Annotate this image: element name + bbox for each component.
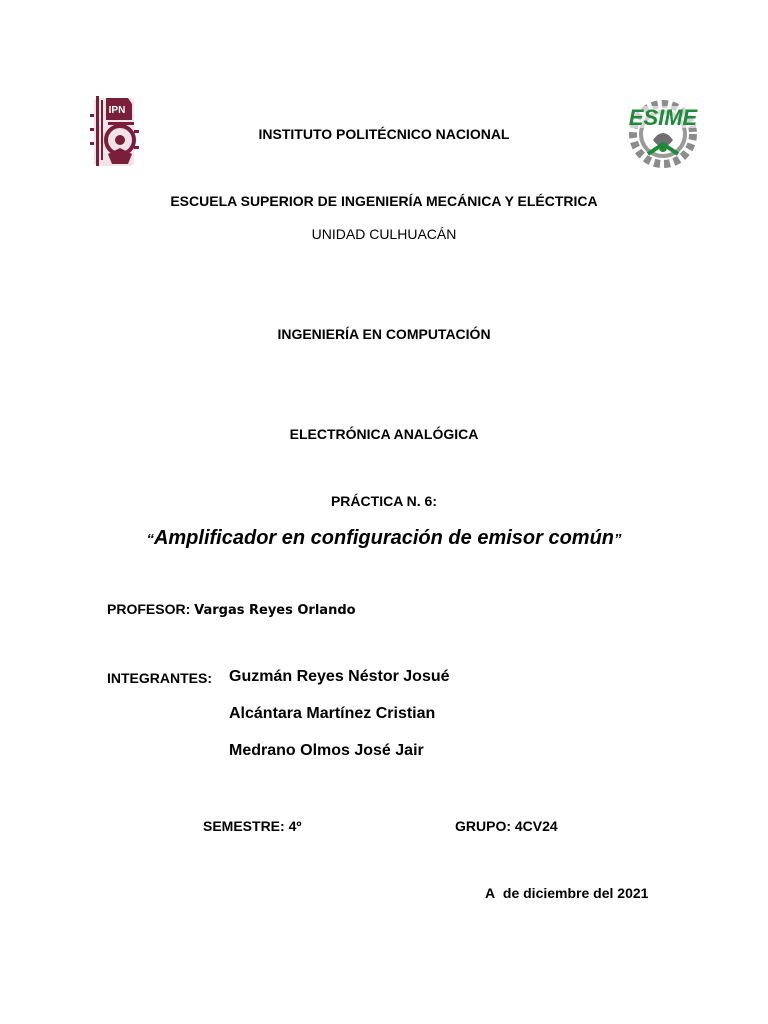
member-name-3: Medrano Olmos José Jair [229, 742, 424, 759]
professor-name: Vargas Reyes Orlando [194, 603, 356, 618]
date-line [485, 885, 648, 901]
member-name-1: Guzmán Reyes Néstor Josué [229, 668, 450, 685]
date-prefix: A [485, 885, 496, 901]
members-label: INTEGRANTES: [107, 670, 212, 686]
open-quote: “ [146, 531, 154, 548]
semester: SEMESTRE: 4º [203, 818, 302, 834]
institution-name: INSTITUTO POLITÉCNICO NACIONAL [258, 126, 510, 142]
practice-title [0, 527, 768, 550]
esime-logo-text: ESIME [628, 105, 698, 130]
practice-title-text: Amplificador en configuración de emisor común [153, 527, 615, 549]
unit-name: UNIDAD CULHUACÁN [311, 226, 457, 242]
school-name: ESCUELA SUPERIOR DE INGENIERÍA MECÁNICA Y ELÉCTRICA [170, 193, 598, 209]
practice-label: PRÁCTICA N. 6: [330, 493, 438, 509]
program-name: INGENIERÍA EN COMPUTACIÓN [277, 326, 491, 342]
group: GRUPO: 4CV24 [455, 818, 558, 834]
professor-label: PROFESOR: [107, 601, 191, 617]
subject-name: ELECTRÓNICA ANALÓGICA [289, 426, 479, 442]
professor-line [107, 601, 356, 618]
member-name-2: Alcántara Martínez Cristian [229, 705, 436, 722]
ipn-logo-text: IPN [108, 105, 126, 116]
close-quote: ” [614, 531, 622, 548]
date-text: de diciembre del 2021 [502, 885, 649, 901]
